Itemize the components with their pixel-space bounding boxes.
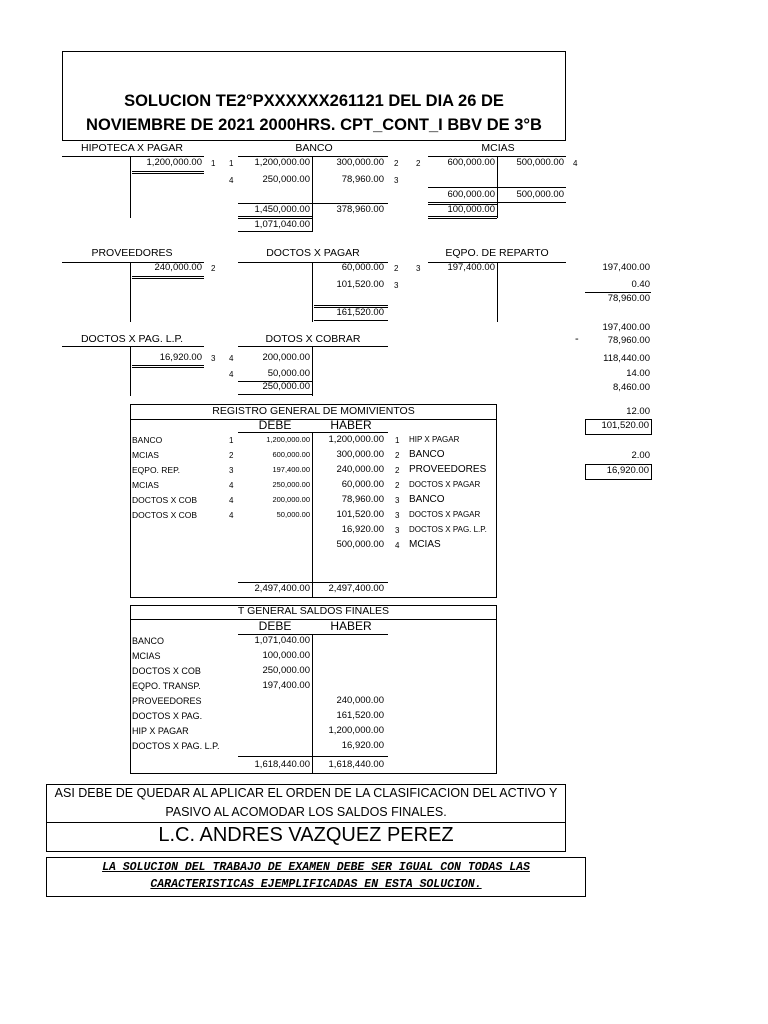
registro-row-ref2: 2	[395, 451, 400, 460]
saldos-debe-label: DEBE	[258, 619, 292, 633]
saldos-row-account: DOCTOS X COB	[132, 666, 201, 676]
t-proveedores-vline	[130, 262, 131, 322]
t-mcias-cref-1: 4	[573, 159, 578, 168]
registro-row-haber: 240,000.00	[336, 464, 384, 475]
saldos-total-debe: 1,618,440.00	[254, 759, 310, 770]
calc-v4: 197,400.00	[602, 322, 650, 333]
registro-row-ref: 1	[229, 436, 234, 445]
registro-row-ref: 4	[229, 481, 234, 490]
registro-vline	[312, 432, 313, 597]
registro-row-ref: 3	[229, 466, 234, 475]
t-banco-total-debit: 1,450,000.00	[254, 204, 310, 215]
footer-line-2: CARACTERISTICAS EJEMPLIFICADAS EN ESTA SOLUCION.	[150, 878, 482, 891]
t-mcias-title: MCIAS	[481, 142, 515, 154]
t-hipoteca-ref: 1	[211, 159, 216, 168]
note-line-1: ASI DEBE DE QUEDAR AL APLICAR EL ORDEN DE LA CLASIFICACION DEL ACTIVO Y	[54, 786, 558, 800]
calc-v5: 78,960.00	[607, 335, 650, 346]
t-hipoteca-title: HIPOTECA X PAGAR	[81, 142, 183, 154]
registro-row-debe: 600,000.00	[272, 450, 310, 459]
registro-row-ref2: 3	[395, 496, 400, 505]
t-doctos-cobrar-sum-2	[238, 394, 312, 395]
saldos-row-debe: 250,000.00	[262, 665, 310, 676]
registro-row-account2: HIP X PAGAR	[409, 435, 460, 444]
t-doctos-cobrar-ref-1: 4	[229, 354, 234, 363]
t-proveedores-underline-1	[132, 276, 204, 277]
t-doctos-lp-vline	[130, 346, 131, 396]
t-banco-title: BANCO	[295, 142, 333, 154]
registro-row-ref: 2	[229, 451, 234, 460]
t-doctos-cobrar-title: DOTOS X COBRAR	[265, 333, 361, 345]
saldos-row-haber: 16,920.00	[341, 740, 384, 751]
saldos-row-haber: 161,520.00	[336, 710, 384, 721]
registro-haber-label: HABER	[330, 418, 372, 432]
t-doctos-lp-amount: 16,920.00	[159, 352, 202, 363]
t-doctos-pagar-cref-1: 2	[394, 264, 399, 273]
t-proveedores-underline-2	[132, 278, 204, 279]
t-mcias-total-debit: 600,000.00	[447, 189, 495, 200]
t-hipoteca-vline	[130, 156, 131, 218]
t-doctos-cobrar-vline	[312, 346, 313, 396]
t-doctos-pagar-cref-2: 3	[394, 281, 399, 290]
t-mcias-ref-1: 2	[416, 159, 421, 168]
t-doctos-cobrar-total: 250,000.00	[262, 381, 310, 392]
t-proveedores-title: PROVEEDORES	[91, 247, 173, 259]
t-doctos-pagar-credit-1: 60,000.00	[341, 262, 384, 273]
registro-row-account2: DOCTOS X PAG. L.P.	[409, 525, 487, 534]
saldos-row-haber: 1,200,000.00	[328, 725, 384, 736]
saldos-title: T GENERAL SALDOS FINALES	[237, 605, 390, 617]
calc-v8: 8,460.00	[613, 382, 650, 393]
t-mcias-credit-1: 500,000.00	[516, 157, 564, 168]
t-mcias-bal-bottom-1	[428, 216, 497, 217]
t-doctos-lp-ref: 3	[211, 354, 216, 363]
t-doctos-lp-title: DOCTOS X PAG. L.P.	[80, 333, 184, 345]
t-doctos-pagar-sum-1	[314, 305, 388, 306]
saldos-total-haber: 1,618,440.00	[328, 759, 384, 770]
registro-row-account: DOCTOS X COB	[132, 495, 198, 505]
t-doctos-cobrar-debit-1: 200,000.00	[262, 352, 310, 363]
t-banco-debit-1: 1,200,000.00	[254, 157, 310, 168]
registro-row-ref2: 4	[395, 541, 400, 550]
calc-v2: 0.40	[631, 279, 650, 290]
registro-row-account: MCIAS	[132, 450, 159, 460]
note-divider	[46, 822, 566, 823]
registro-title: REGISTRO GENERAL DE MOMIVIENTOS	[212, 405, 415, 417]
footer-line-1: LA SOLUCION DEL TRABAJO DE EXAMEN DEBE SER IGUAL CON TODAS LAS	[102, 861, 530, 874]
registro-row-ref2: 2	[395, 466, 400, 475]
saldos-vline	[312, 634, 313, 773]
calc-v7: 14.00	[626, 368, 650, 379]
t-hipoteca-underline-2	[132, 173, 204, 174]
registro-row-account2: DOCTOS X PAGAR	[409, 480, 481, 489]
registro-row-ref2: 3	[395, 526, 400, 535]
t-eqpo-debit: 197,400.00	[447, 262, 495, 273]
registro-row-ref: 4	[229, 496, 234, 505]
saldos-row-account: DOCTOS X PAG. L.P.	[132, 741, 220, 751]
note-author: L.C. ANDRES VAZQUEZ PEREZ	[158, 824, 454, 846]
calc-v1: 197,400.00	[602, 262, 650, 273]
saldos-row-account: DOCTOS X PAG.	[132, 711, 203, 721]
calc-v12-box: 16,920.00	[585, 464, 652, 480]
calc-v10-box: 101,520.00	[585, 419, 652, 435]
saldos-row-debe: 197,400.00	[262, 680, 310, 691]
saldos-row-account: PROVEEDORES	[132, 696, 202, 706]
saldos-row-account: EQPO. TRANSP.	[132, 681, 201, 691]
t-banco-total-credit: 378,960.00	[336, 204, 384, 215]
t-eqpo-vline	[497, 262, 498, 322]
t-banco-ref-2: 4	[229, 176, 234, 185]
t-doctos-pagar-sum-bottom	[314, 320, 388, 321]
registro-row-ref2: 3	[395, 511, 400, 520]
registro-row-debe: 1,200,000.00	[266, 435, 310, 444]
t-doctos-lp-hline	[62, 346, 204, 347]
registro-row-account: EQPO. REP.	[132, 465, 181, 475]
t-doctos-cobrar-hline	[238, 346, 388, 347]
t-banco-credit-2: 78,960.00	[341, 174, 384, 185]
registro-row-account2: PROVEEDORES	[409, 464, 487, 475]
registro-row-haber: 78,960.00	[341, 494, 384, 505]
t-doctos-cobrar-debit-2: 50,000.00	[267, 368, 310, 379]
t-mcias-debit-1: 600,000.00	[447, 157, 495, 168]
header-line-2: NOVIEMBRE DE 2021 2000HRS. CPT_CONT_I BBV DE 3°B	[86, 116, 542, 134]
saldos-total-line	[238, 756, 388, 757]
calc-v11: 2.00	[631, 450, 650, 461]
registro-row-haber: 300,000.00	[336, 449, 384, 460]
registro-row-account2: MCIAS	[409, 539, 441, 550]
registro-row-ref2: 1	[395, 436, 400, 445]
registro-row-haber: 60,000.00	[341, 479, 384, 490]
registro-row-ref: 4	[229, 511, 234, 520]
calc-minus: -	[575, 333, 579, 345]
registro-debe-label: DEBE	[258, 418, 292, 432]
t-hipoteca-underline-1	[132, 171, 204, 172]
t-proveedores-ref: 2	[211, 264, 216, 273]
t-mcias-bal-line-1	[428, 202, 566, 203]
calc-v3: 78,960.00	[607, 293, 650, 304]
registro-row-debe: 200,000.00	[272, 495, 310, 504]
t-eqpo-ref: 3	[416, 264, 421, 273]
calc-v6: 118,440.00	[603, 353, 650, 364]
t-doctos-pagar-vline	[312, 262, 313, 322]
saldos-row-account: HIP X PAGAR	[132, 726, 189, 736]
t-eqpo-title: EQPO. DE REPARTO	[445, 247, 549, 259]
registro-row-haber: 500,000.00	[336, 539, 384, 550]
registro-row-haber: 1,200,000.00	[328, 434, 384, 445]
t-doctos-cobrar-ref-2: 4	[229, 370, 234, 379]
saldos-row-account: BANCO	[132, 636, 165, 646]
registro-row-debe: 250,000.00	[272, 480, 310, 489]
t-banco-credit-1: 300,000.00	[336, 157, 384, 168]
registro-header-line	[238, 432, 388, 433]
t-banco-vline	[312, 156, 313, 232]
t-doctos-pagar-title: DOCTOS X PAGAR	[266, 247, 360, 259]
t-doctos-pagar-total: 161,520.00	[336, 307, 384, 318]
registro-total-haber: 2,497,400.00	[328, 583, 384, 594]
calc-v9: 12.00	[626, 406, 650, 417]
t-proveedores-amount: 240,000.00	[154, 262, 202, 273]
t-mcias-total-credit: 500,000.00	[516, 189, 564, 200]
t-banco-cref-1: 2	[394, 159, 399, 168]
saldos-haber-label: HABER	[330, 619, 372, 633]
saldos-row-debe: 100,000.00	[262, 650, 310, 661]
t-banco-balance: 1,071,040.00	[254, 219, 310, 230]
registro-row-account: BANCO	[132, 435, 163, 445]
saldos-row-haber: 240,000.00	[336, 695, 384, 706]
registro-row-haber: 16,920.00	[341, 524, 384, 535]
t-banco-debit-2: 250,000.00	[262, 174, 310, 185]
registro-row-account: DOCTOS X COB	[132, 510, 198, 520]
t-doctos-lp-underline-1	[132, 365, 204, 366]
t-hipoteca-amount: 1,200,000.00	[146, 157, 202, 168]
t-mcias-balance: 100,000.00	[447, 204, 495, 215]
registro-row-account2: DOCTOS X PAGAR	[409, 510, 481, 519]
registro-row-account2: BANCO	[409, 449, 445, 460]
t-banco-bal-line-1	[238, 216, 312, 217]
t-doctos-lp-underline-2	[132, 367, 204, 368]
registro-row-ref2: 2	[395, 481, 400, 490]
header-line-1: SOLUCION TE2°PXXXXXX261121 DEL DIA 26 DE	[124, 92, 504, 110]
registro-row-account: MCIAS	[132, 480, 159, 490]
saldos-row-debe: 1,071,040.00	[254, 635, 310, 646]
t-mcias-sum-line	[428, 187, 566, 188]
registro-row-debe: 50,000.00	[276, 510, 310, 519]
saldos-row-account: MCIAS	[132, 651, 161, 661]
t-doctos-pagar-credit-2: 101,520.00	[336, 279, 384, 290]
registro-row-haber: 101,520.00	[336, 509, 384, 520]
note-line-2: PASIVO AL ACOMODAR LOS SALDOS FINALES.	[165, 805, 447, 819]
t-banco-bal-bottom	[238, 231, 312, 232]
t-mcias-bal-bottom-2	[428, 218, 497, 219]
t-banco-ref-1: 1	[229, 159, 234, 168]
registro-row-debe: 197,400.00	[272, 465, 310, 474]
t-banco-cref-2: 3	[394, 176, 399, 185]
registro-row-account2: BANCO	[409, 494, 445, 505]
registro-total-debe: 2,497,400.00	[254, 583, 310, 594]
